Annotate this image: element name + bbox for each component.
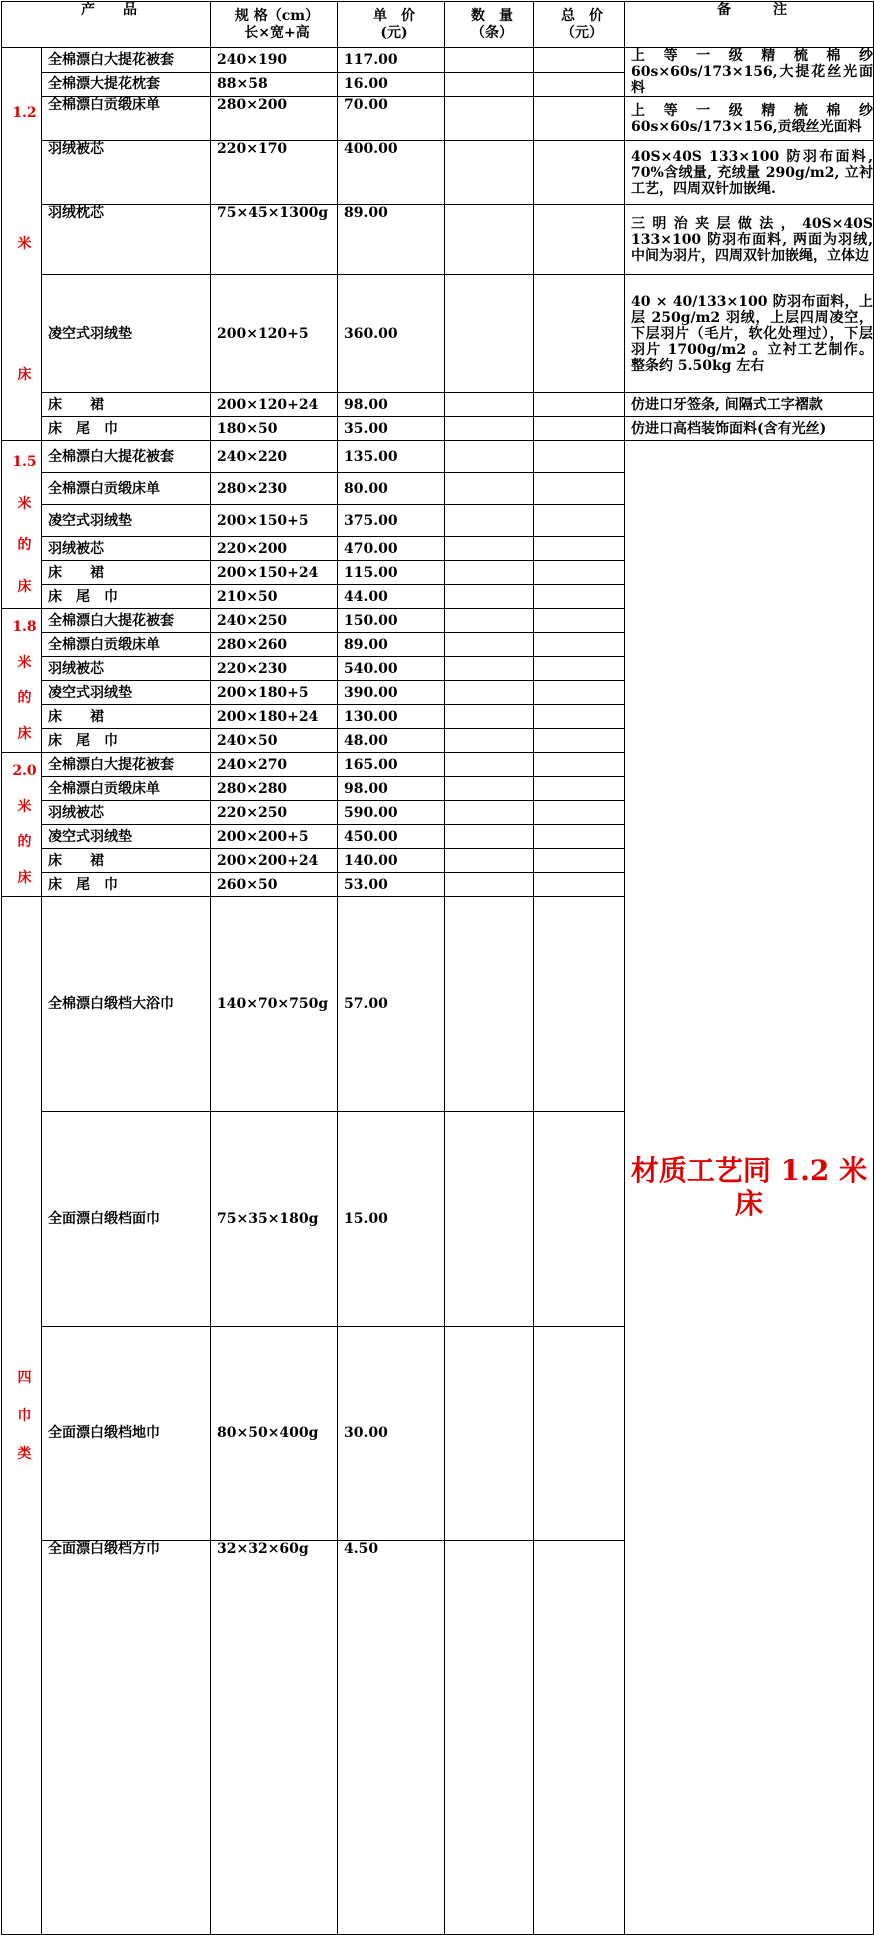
total-cell [534, 657, 625, 681]
unit-price: 15.00 [338, 1111, 445, 1326]
spec-cell: 80×50×400g [211, 1326, 338, 1541]
category-cell [2, 609, 42, 753]
quantity-cell [445, 585, 534, 609]
remark-cell: 40 × 40/133×100 防羽布面料，上层 250g/m2 羽绒，上层四周凌空，下层羽片（毛片，软化处理过），下层羽片 1700g/m2 。立衬工艺制作。整条约 5.50kg 左右 [625, 275, 874, 393]
unit-price: 70.00 [338, 97, 445, 141]
product-name: 羽绒枕芯 [42, 205, 211, 275]
quantity-cell [445, 897, 534, 1112]
spec-cell: 75×45×1300g [211, 205, 338, 275]
total-cell [534, 275, 625, 393]
product-name: 床 尾 巾 [42, 729, 211, 753]
unit-price: 140.00 [338, 849, 445, 873]
product-name: 床 尾 巾 [42, 417, 211, 441]
category-cell [2, 753, 42, 897]
category-char: 2.0 [12, 763, 37, 780]
spec-cell: 140×70×750g [211, 897, 338, 1112]
spec-cell: 200×120+24 [211, 393, 338, 417]
unit-price: 4.50 [338, 1541, 445, 1935]
product-name: 全棉漂白大提花被套 [42, 753, 211, 777]
table-row [2, 141, 874, 205]
total-cell [534, 585, 625, 609]
table-row [2, 275, 874, 393]
quantity-cell [445, 777, 534, 801]
quantity-cell [445, 825, 534, 849]
quantity-cell [445, 1111, 534, 1326]
quantity-cell [445, 633, 534, 657]
total-cell [534, 97, 625, 141]
spec-cell: 200×180+24 [211, 705, 338, 729]
unit-price: 470.00 [338, 537, 445, 561]
remark-cell: 40S×40S 133×100 防羽布面料, 70%含绒量, 充绒量 290g/m2, 立衬工艺，四周双针加嵌绳. [625, 141, 874, 205]
product-name: 凌空式羽绒垫 [42, 825, 211, 849]
spec-cell: 280×230 [211, 473, 338, 505]
spec-cell: 88×58 [211, 72, 338, 97]
quantity-cell [445, 801, 534, 825]
remark-cell: 三明治夹层做法，40S×40S 133×100 防羽布面料, 两面为羽绒, 中间为羽片，四周双针加嵌绳，立体边 [625, 205, 874, 275]
quantity-cell [445, 97, 534, 141]
spec-cell: 200×200+5 [211, 825, 338, 849]
total-cell [534, 729, 625, 753]
table-row [2, 417, 874, 441]
category-char: 床 [17, 725, 32, 742]
spec-cell: 240×270 [211, 753, 338, 777]
product-name: 全棉漂白贡缎床单 [42, 97, 211, 141]
total-cell [534, 1326, 625, 1541]
spec-cell: 220×230 [211, 657, 338, 681]
quantity-cell [445, 393, 534, 417]
unit-price: 165.00 [338, 753, 445, 777]
product-name: 凌空式羽绒垫 [42, 505, 211, 537]
total-cell [534, 705, 625, 729]
quantity-cell [445, 505, 534, 537]
total-cell [534, 141, 625, 205]
quantity-cell [445, 141, 534, 205]
product-name: 全棉漂白贡缎床单 [42, 633, 211, 657]
quantity-cell [445, 705, 534, 729]
quantity-cell [445, 205, 534, 275]
total-cell [534, 1111, 625, 1326]
unit-price: 540.00 [338, 657, 445, 681]
total-cell [534, 441, 625, 473]
spec-cell: 240×220 [211, 441, 338, 473]
category-char: 床 [17, 869, 32, 886]
unit-price: 400.00 [338, 141, 445, 205]
category-char: 米 [17, 798, 32, 815]
quantity-cell [445, 609, 534, 633]
remark-cell: 上等一级精梳棉纱 60s×60s/173×156,大提花丝光面料 [625, 48, 874, 97]
product-name: 全棉漂白缎档大浴巾 [42, 897, 211, 1112]
total-cell [534, 633, 625, 657]
total-cell [534, 393, 625, 417]
unit-price: 16.00 [338, 72, 445, 97]
unit-price: 360.00 [338, 275, 445, 393]
spec-cell: 200×120+5 [211, 275, 338, 393]
product-name: 床 裙 [42, 705, 211, 729]
quantity-cell [445, 473, 534, 505]
header-spec: 规 格（cm） 长×宽+高 [211, 2, 338, 48]
spec-cell: 200×200+24 [211, 849, 338, 873]
quantity-cell [445, 753, 534, 777]
spec-cell: 200×150+5 [211, 505, 338, 537]
product-name: 全棉漂白大提花被套 [42, 48, 211, 73]
product-name: 羽绒被芯 [42, 537, 211, 561]
remark-cell: 仿进口高档装饰面料(含有光丝) [625, 417, 874, 441]
category-cell [2, 897, 42, 1935]
header-quantity: 数 量 （条） [445, 2, 534, 48]
table-row [2, 48, 874, 73]
unit-price: 98.00 [338, 777, 445, 801]
spec-cell: 220×170 [211, 141, 338, 205]
spec-cell: 200×150+24 [211, 561, 338, 585]
total-cell [534, 473, 625, 505]
unit-price: 53.00 [338, 873, 445, 897]
total-cell [534, 873, 625, 897]
unit-price: 390.00 [338, 681, 445, 705]
unit-price: 590.00 [338, 801, 445, 825]
category-char: 1.5 [12, 454, 37, 471]
quantity-cell [445, 849, 534, 873]
quantity-cell [445, 537, 534, 561]
total-cell [534, 537, 625, 561]
spec-cell: 240×190 [211, 48, 338, 73]
spec-cell: 240×250 [211, 609, 338, 633]
total-cell [534, 897, 625, 1112]
unit-price: 117.00 [338, 48, 445, 73]
quantity-cell [445, 681, 534, 705]
product-name: 床 尾 巾 [42, 585, 211, 609]
unit-price: 135.00 [338, 441, 445, 473]
category-char: 1.2 [12, 105, 37, 122]
header-row [2, 2, 874, 48]
total-cell [534, 825, 625, 849]
total-cell [534, 417, 625, 441]
product-name: 全面漂白缎档面巾 [42, 1111, 211, 1326]
quantity-cell [445, 72, 534, 97]
spec-cell: 32×32×60g [211, 1541, 338, 1935]
remark-cell: 上等一级精梳棉纱 60s×60s/173×156,贡缎丝光面料 [625, 97, 874, 141]
table-row [2, 441, 874, 473]
product-name: 床 裙 [42, 393, 211, 417]
product-name: 全棉漂大提花枕套 [42, 72, 211, 97]
quantity-cell [445, 657, 534, 681]
unit-price: 44.00 [338, 585, 445, 609]
unit-price: 375.00 [338, 505, 445, 537]
total-cell [534, 777, 625, 801]
category-char: 巾 [17, 1407, 32, 1424]
category-char: 床 [17, 366, 32, 383]
total-cell [534, 753, 625, 777]
unit-price: 115.00 [338, 561, 445, 585]
category-char: 四 [17, 1369, 32, 1386]
product-name: 全棉漂白大提花被套 [42, 441, 211, 473]
category-char: 米 [17, 495, 32, 512]
quantity-cell [445, 275, 534, 393]
product-name: 羽绒被芯 [42, 801, 211, 825]
product-name: 全棉漂白贡缎床单 [42, 777, 211, 801]
product-name: 床 裙 [42, 849, 211, 873]
total-cell [534, 561, 625, 585]
price-list-table [1, 1, 874, 1935]
unit-price: 89.00 [338, 205, 445, 275]
spec-cell: 180×50 [211, 417, 338, 441]
total-cell [534, 801, 625, 825]
total-cell [534, 505, 625, 537]
spec-cell: 280×260 [211, 633, 338, 657]
total-cell [534, 72, 625, 97]
unit-price: 130.00 [338, 705, 445, 729]
table-row [2, 97, 874, 141]
merged-remark-cell: 材质工艺同 1.2 米床 [625, 441, 874, 1935]
total-cell [534, 205, 625, 275]
unit-price: 35.00 [338, 417, 445, 441]
quantity-cell [445, 417, 534, 441]
spec-cell: 260×50 [211, 873, 338, 897]
quantity-cell [445, 873, 534, 897]
total-cell [534, 681, 625, 705]
total-cell [534, 48, 625, 73]
product-name: 凌空式羽绒垫 [42, 275, 211, 393]
unit-price: 48.00 [338, 729, 445, 753]
unit-price: 98.00 [338, 393, 445, 417]
spec-cell: 75×35×180g [211, 1111, 338, 1326]
category-char: 1.8 [12, 619, 37, 636]
header-unit-price: 单 价 (元) [338, 2, 445, 48]
category-char: 的 [17, 690, 32, 707]
quantity-cell [445, 441, 534, 473]
quantity-cell [445, 1541, 534, 1935]
unit-price: 80.00 [338, 473, 445, 505]
spec-cell: 200×180+5 [211, 681, 338, 705]
category-char: 类 [17, 1445, 32, 1462]
product-name: 床 尾 巾 [42, 873, 211, 897]
category-char: 床 [17, 578, 32, 595]
unit-price: 450.00 [338, 825, 445, 849]
product-name: 床 裙 [42, 561, 211, 585]
category-char: 米 [17, 236, 32, 253]
unit-price: 57.00 [338, 897, 445, 1112]
category-char: 的 [17, 537, 32, 554]
category-cell [2, 441, 42, 609]
spec-cell: 210×50 [211, 585, 338, 609]
spec-cell: 220×250 [211, 801, 338, 825]
header-remarks: 备 注 [625, 2, 874, 48]
category-char: 米 [17, 654, 32, 671]
table-row [2, 393, 874, 417]
table-row [2, 205, 874, 275]
spec-cell: 240×50 [211, 729, 338, 753]
total-cell [534, 609, 625, 633]
product-name: 羽绒被芯 [42, 657, 211, 681]
product-name: 凌空式羽绒垫 [42, 681, 211, 705]
header-product: 产 品 [2, 2, 211, 48]
category-cell [2, 48, 42, 441]
unit-price: 89.00 [338, 633, 445, 657]
quantity-cell [445, 48, 534, 73]
product-name: 羽绒被芯 [42, 141, 211, 205]
remark-cell: 仿进口牙签条, 间隔式工字褶款 [625, 393, 874, 417]
category-char: 的 [17, 834, 32, 851]
product-name: 全面漂白缎档方巾 [42, 1541, 211, 1935]
spec-cell: 220×200 [211, 537, 338, 561]
unit-price: 30.00 [338, 1326, 445, 1541]
spec-cell: 280×280 [211, 777, 338, 801]
quantity-cell [445, 561, 534, 585]
header-total-price: 总 价 （元） [534, 2, 625, 48]
product-name: 全棉漂白大提花被套 [42, 609, 211, 633]
total-cell [534, 1541, 625, 1935]
unit-price: 150.00 [338, 609, 445, 633]
product-name: 全棉漂白贡缎床单 [42, 473, 211, 505]
quantity-cell [445, 729, 534, 753]
product-name: 全面漂白缎档地巾 [42, 1326, 211, 1541]
quantity-cell [445, 1326, 534, 1541]
spec-cell: 280×200 [211, 97, 338, 141]
total-cell [534, 849, 625, 873]
